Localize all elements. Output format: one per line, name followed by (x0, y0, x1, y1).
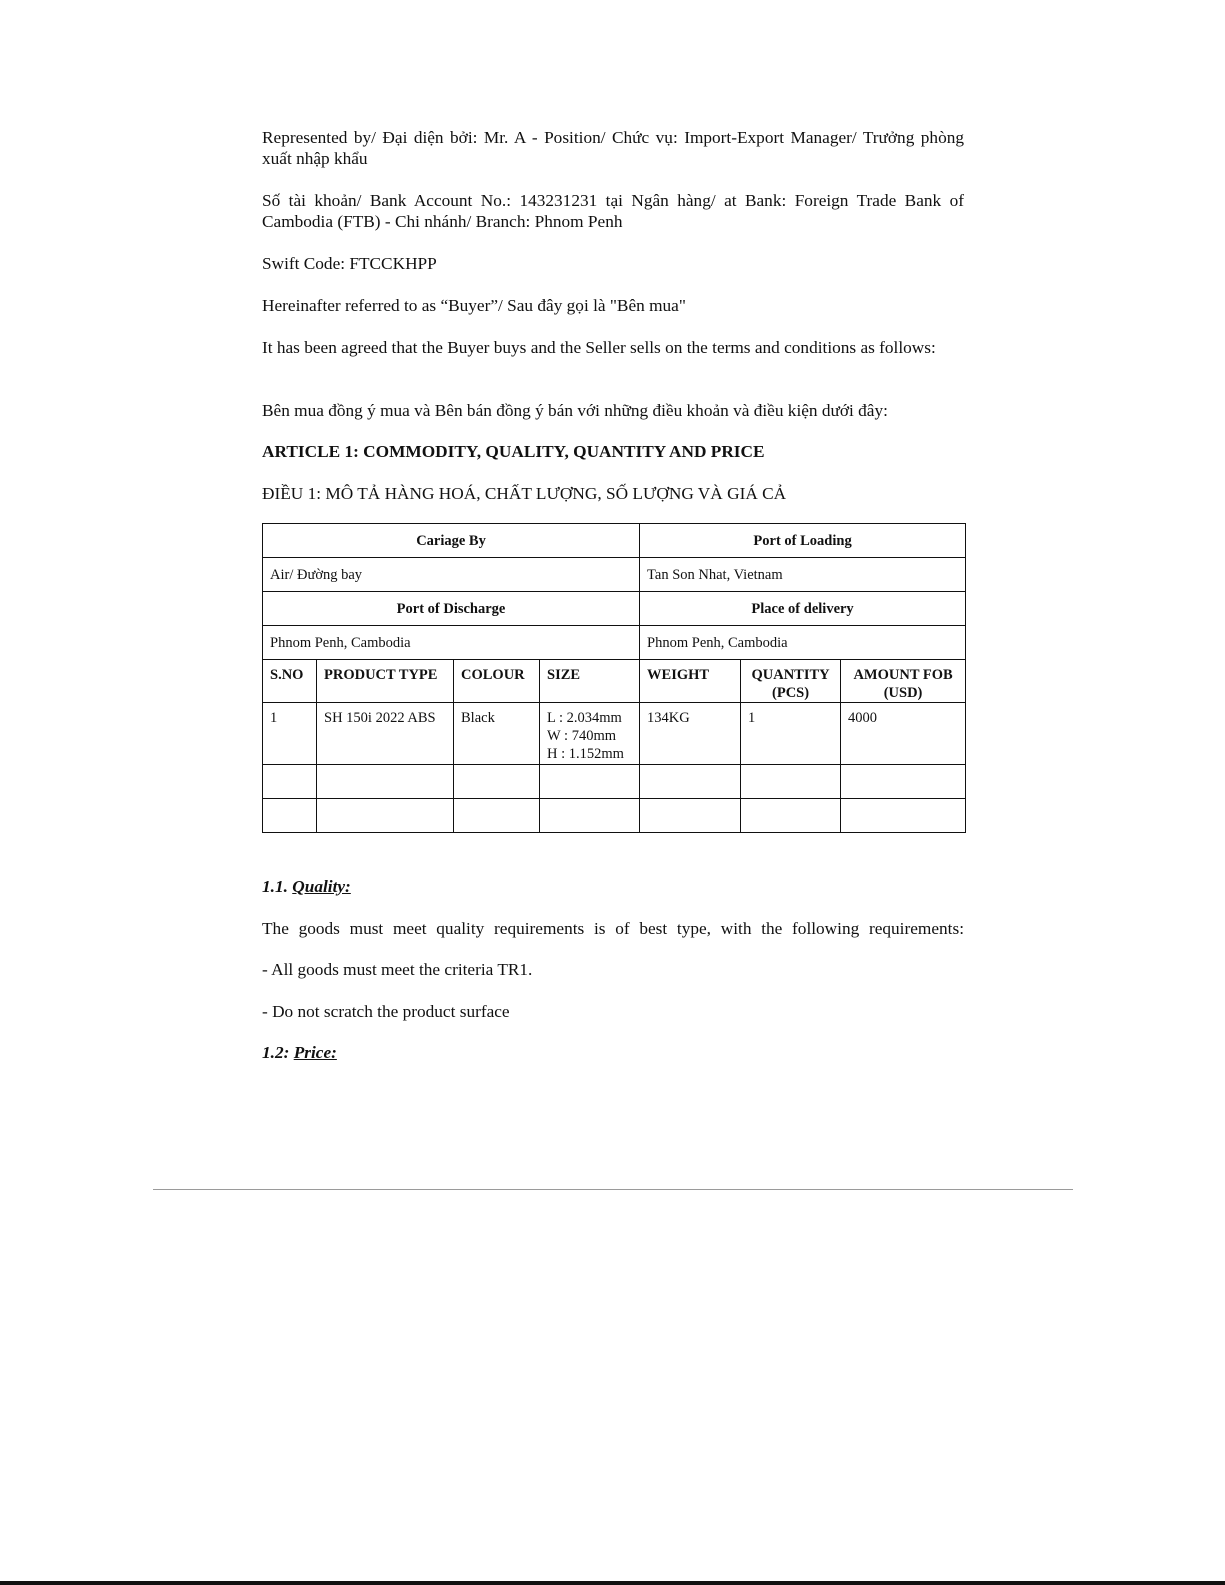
amount-unit: (USD) (883, 685, 923, 701)
column-header-colour: COLOUR (454, 660, 540, 703)
size-length: L : 2.034mm (547, 710, 622, 726)
size-width: W : 740mm (547, 728, 617, 744)
delivery-value: Phnom Penh, Cambodia (640, 626, 966, 660)
price-heading-number: 1.2: (262, 1043, 294, 1062)
size-height: H : 1.152mm (547, 746, 624, 762)
column-header-product-type: PRODUCT TYPE (317, 660, 454, 703)
agreement-english: It has been agreed that the Buyer buys and the Seller sells on the terms and conditions as follows: (262, 338, 936, 357)
shipping-header-row-2 (263, 592, 966, 626)
page-divider (153, 1189, 1073, 1190)
shipping-header-row-1 (263, 524, 966, 558)
column-header-weight: WEIGHT (640, 660, 741, 703)
represented-by-paragraph: Represented by/ Đại diện bởi: Mr. A - Position/ Chức vụ: Import-Export Manager/ Trưởng phòng xuất nhập khẩu (262, 128, 964, 168)
quality-intro: The goods must meet quality requirements is of best type, with the following requirements: (262, 919, 964, 938)
carriage-label: Cariage By (263, 524, 640, 558)
carriage-value: Air/ Đường bay (263, 558, 640, 592)
loading-value: Tan Son Nhat, Vietnam (640, 558, 966, 592)
quality-heading (262, 876, 964, 897)
quantity-label: QUANTITY (751, 667, 830, 683)
shipping-value-row-1 (263, 558, 966, 592)
quality-requirement-2: - Do not scratch the product surface (262, 1002, 510, 1021)
row-sno: 1 (263, 703, 317, 765)
row-size (540, 703, 640, 765)
empty-table-row (263, 765, 966, 799)
row-weight: 134KG (640, 703, 741, 765)
table-row (263, 703, 966, 765)
column-header-quantity (741, 660, 841, 703)
quality-heading-word: Quality: (292, 877, 351, 896)
discharge-value: Phnom Penh, Cambodia (263, 626, 640, 660)
article-1-title-en: ARTICLE 1: COMMODITY, QUALITY, QUANTITY AND PRICE (262, 442, 765, 461)
quantity-unit: (PCS) (772, 685, 810, 701)
shipping-value-row-2 (263, 626, 966, 660)
product-column-header-row (263, 660, 966, 703)
agreement-vietnamese: Bên mua đồng ý mua và Bên bán đồng ý bán với những điều khoản và điều kiện dưới đây: (262, 401, 888, 420)
row-colour: Black (454, 703, 540, 765)
quality-heading-number: 1.1. (262, 877, 293, 896)
column-header-amount (841, 660, 966, 703)
bank-account-paragraph: Số tài khoản/ Bank Account No.: 143231231 tại Ngân hàng/ at Bank: Foreign Trade Bank of Cambodia (FTB) - Chi nhánh/ Branch: Phnom Penh (262, 191, 964, 231)
discharge-label: Port of Discharge (263, 592, 640, 626)
loading-label: Port of Loading (640, 524, 966, 558)
swift-code: Swift Code: FTCCKHPP (262, 254, 437, 273)
row-quantity: 1 (741, 703, 841, 765)
price-heading-word: Price: (293, 1043, 337, 1062)
row-product-type: SH 150i 2022 ABS (317, 703, 454, 765)
empty-table-row (263, 799, 966, 833)
quality-requirement-1: - All goods must meet the criteria TR1. (262, 960, 533, 979)
page-bottom-edge (0, 1581, 1225, 1585)
article-1-title-vi: ĐIỀU 1: MÔ TẢ HÀNG HOÁ, CHẤT LƯỢNG, SỐ LƯỢNG VÀ GIÁ CẢ (262, 484, 787, 503)
column-header-size: SIZE (540, 660, 640, 703)
buyer-reference: Hereinafter referred to as “Buyer”/ Sau đây gọi là "Bên mua" (262, 296, 686, 315)
commodity-table (262, 523, 966, 833)
row-amount: 4000 (841, 703, 966, 765)
price-heading (262, 1042, 964, 1063)
amount-label: AMOUNT FOB (853, 667, 953, 683)
column-header-sno: S.NO (263, 660, 317, 703)
delivery-label: Place of delivery (640, 592, 966, 626)
